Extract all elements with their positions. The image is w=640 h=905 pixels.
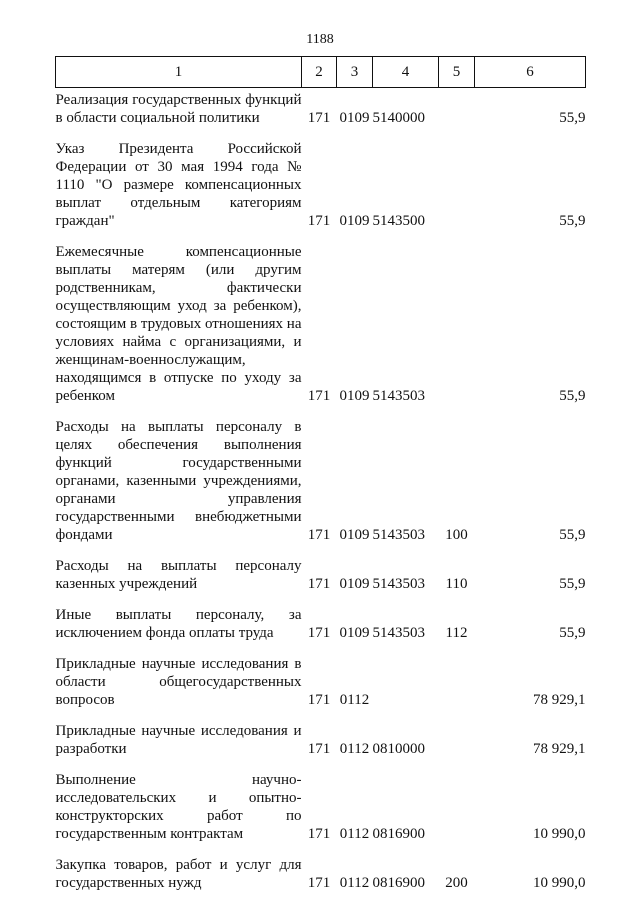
row-col-5 — [439, 722, 475, 771]
row-col-3: 0112 — [339, 741, 370, 757]
row-col-5 — [439, 88, 475, 141]
row-amount: 78 929,1 — [533, 741, 586, 757]
row-col-4: 5140000 — [372, 110, 425, 126]
column-header-1: 1 — [56, 57, 302, 88]
row-col-4 — [373, 655, 439, 722]
row-col-2: 171 — [307, 826, 331, 842]
row-col-4: 0816900 — [372, 875, 425, 891]
row-col-3: 0112 — [339, 692, 370, 708]
row-col-5: 100 — [445, 527, 468, 543]
column-header-2: 2 — [302, 57, 337, 88]
table-row — [56, 655, 586, 722]
row-col-3: 0109 — [339, 576, 370, 592]
row-amount: 55,9 — [559, 110, 586, 126]
table-row — [56, 771, 586, 856]
row-col-2: 171 — [307, 625, 331, 641]
table-row — [56, 722, 586, 771]
table-row — [56, 418, 586, 557]
row-col-2: 171 — [307, 576, 331, 592]
row-col-4: 5143503 — [372, 388, 425, 404]
row-col-4: 5143503 — [372, 527, 425, 543]
row-name: Прикладные научные исследования и разработки — [55, 723, 302, 757]
row-amount: 55,9 — [559, 576, 586, 592]
row-amount: 55,9 — [559, 213, 586, 229]
row-col-2: 171 — [307, 388, 331, 404]
row-amount: 10 990,0 — [533, 875, 586, 891]
row-col-4: 0816900 — [372, 826, 425, 842]
table-row — [56, 243, 586, 418]
column-header-3: 3 — [337, 57, 373, 88]
row-col-2: 171 — [307, 741, 331, 757]
row-col-5 — [439, 243, 475, 418]
column-header-5: 5 — [439, 57, 475, 88]
budget-table — [55, 56, 586, 905]
column-header-6: 6 — [475, 57, 586, 88]
row-col-3: 0109 — [339, 527, 370, 543]
row-col-3: 0109 — [339, 625, 370, 641]
row-name: Закупка товаров, работ и услуг для государственных нужд — [55, 857, 302, 891]
row-col-2: 171 — [307, 692, 331, 708]
row-name: Расходы на выплаты персоналу казенных учреждений — [55, 558, 302, 592]
row-amount: 10 990,0 — [533, 826, 586, 842]
row-col-2: 171 — [307, 213, 331, 229]
row-col-4: 5143503 — [372, 576, 425, 592]
column-header-4: 4 — [373, 57, 439, 88]
row-col-4: 5143503 — [372, 625, 425, 641]
row-col-3: 0109 — [339, 110, 370, 126]
row-col-5: 110 — [445, 576, 468, 592]
row-col-3: 0112 — [339, 875, 370, 891]
row-col-5: 200 — [445, 875, 468, 891]
row-col-3: 0109 — [339, 213, 370, 229]
page-number: 1188 — [306, 32, 334, 47]
row-col-2: 171 — [307, 527, 331, 543]
row-amount: 78 929,1 — [533, 692, 586, 708]
row-col-2: 171 — [307, 875, 331, 891]
row-name: Ежемесячные компенсационные выплаты матерям (или другим родственникам, фактически осуществляющим уход за ребенком), состоящим в трудовых отношениях на условиях найма с организациями, и женщинам-военнослужащим, находящимся в отпуске по уходу за ребенком — [55, 244, 302, 404]
row-col-2: 171 — [307, 110, 331, 126]
row-col-4: 5143500 — [372, 213, 425, 229]
row-col-5 — [439, 771, 475, 856]
table-header-row — [56, 57, 586, 88]
table-row — [56, 606, 586, 655]
row-col-5 — [439, 140, 475, 243]
table-row — [56, 557, 586, 606]
table-row — [56, 856, 586, 905]
row-col-3: 0112 — [339, 826, 370, 842]
row-name: Выполнение научно-исследовательских и опытно-конструкторских работ по государственным контрактам — [55, 772, 302, 842]
row-name: Прикладные научные исследования в области общегосударственных вопросов — [55, 656, 302, 708]
row-col-3: 0109 — [339, 388, 370, 404]
row-amount: 55,9 — [559, 527, 586, 543]
row-name: Расходы на выплаты персоналу в целях обеспечения выполнения функций государственными органами, казенными учреждениями, органами управления государственными внебюджетными фондами — [55, 419, 302, 543]
row-col-4: 0810000 — [372, 741, 425, 757]
table-row — [56, 88, 586, 141]
row-col-5: 112 — [445, 625, 468, 641]
row-name: Реализация государственных функций в области социальной политики — [55, 92, 302, 126]
row-amount: 55,9 — [559, 388, 586, 404]
row-name: Указ Президента Российской Федерации от 30 мая 1994 года № 1110 "О размере компенсационных выплат отдельным категориям граждан" — [55, 141, 302, 229]
row-amount: 55,9 — [559, 625, 586, 641]
table-row — [56, 140, 586, 243]
row-name: Иные выплаты персоналу, за исключением фонда оплаты труда — [55, 607, 302, 641]
row-col-5 — [439, 655, 475, 722]
